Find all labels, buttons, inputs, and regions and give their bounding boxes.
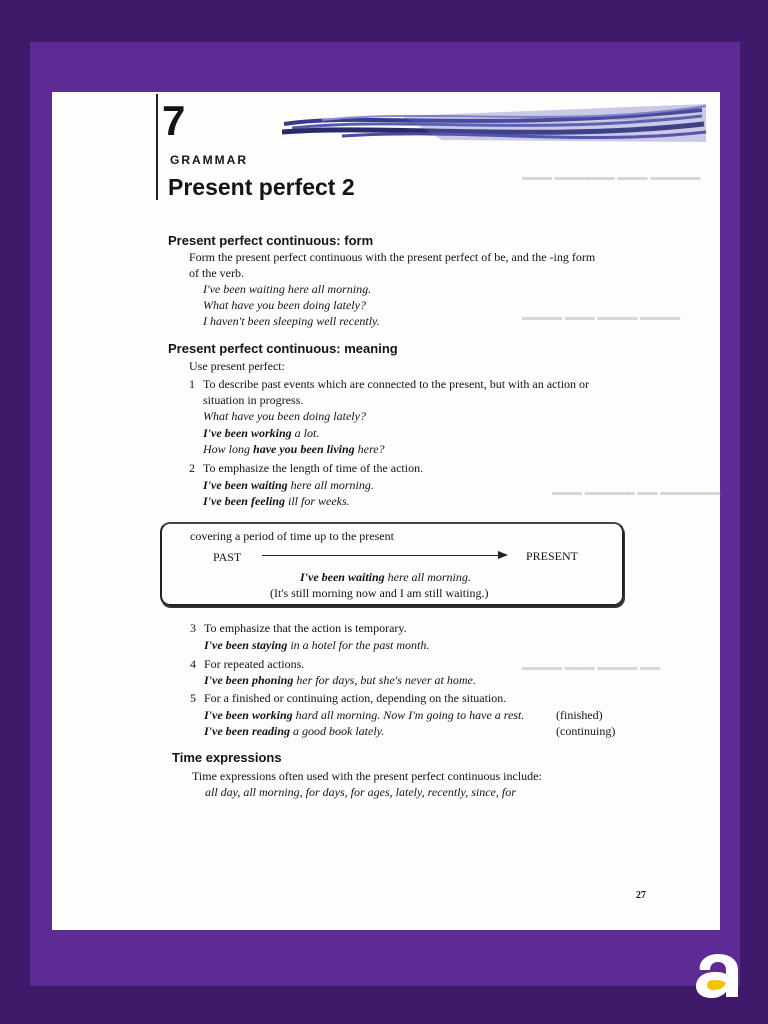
time-expressions-list: all day, all morning, for days, for ages, lately, recently, since, for [205, 785, 516, 799]
form-text-line-1: Form the present perfect continuous with the present perfect of be, and the -ing form [189, 250, 596, 264]
form-heading: Present perfect continuous: form [168, 233, 374, 248]
item-tag: (continuing) [556, 724, 616, 738]
form-text-line-2: of the verb. [189, 266, 244, 280]
item-example: I've been feeling ill for weeks. [203, 494, 350, 508]
timeline-past-label: PAST [213, 550, 242, 564]
bleed-through-text: ▬▬▬▬ ▬▬▬ ▬▬▬▬ ▬▬▬▬ [522, 312, 681, 323]
item-tag: (finished) [556, 708, 603, 722]
bleed-through-text: ▬▬▬▬ ▬▬▬ ▬▬▬▬ ▬▬ [522, 662, 661, 673]
timeline-caption: covering a period of time up to the present [190, 529, 394, 543]
item-number: 4 [190, 657, 196, 671]
item-example: I've been phoning her for days, but she's never at home. [204, 673, 476, 687]
item-text: For repeated actions. [204, 657, 305, 671]
item-example: What have you been doing lately? [203, 409, 366, 423]
item-text: To describe past events which are connected to the present, but with an action or [203, 377, 590, 391]
item-text: To emphasize the length of time of the action. [203, 461, 424, 475]
bleed-through-text: ▬▬▬ ▬▬▬▬▬▬ ▬▬▬ ▬▬▬▬▬ [522, 172, 701, 183]
bleed-through-text: ▬▬ ▬▬▬▬ ▬▬ ▬▬▬▬▬ ▬▬ [522, 112, 684, 123]
item-example: I've been reading a good book lately. [204, 724, 385, 738]
timeline-present-label: PRESENT [526, 549, 579, 563]
item-text: For a finished or continuing action, depending on the situation. [204, 691, 507, 705]
meaning-intro: Use present perfect: [189, 359, 285, 373]
time-expressions-heading: Time expressions [172, 750, 282, 765]
item-number: 3 [190, 621, 196, 635]
item-example: I've been working hard all morning. Now I'm going to have a rest. [204, 708, 525, 722]
item-example: I've been staying in a hotel for the past month. [204, 638, 430, 652]
meaning-heading: Present perfect continuous: meaning [168, 341, 398, 356]
chapter-number: 7 [162, 97, 186, 144]
arrow-head-icon [498, 551, 508, 559]
page-title: Present perfect 2 [168, 174, 355, 200]
form-example: I haven't been sleeping well recently. [203, 314, 380, 328]
item-number: 5 [190, 691, 196, 705]
brand-logo-a-icon [692, 948, 744, 1000]
item-example: I've been working a lot. [203, 426, 320, 440]
item-text: To emphasize that the action is temporary. [204, 621, 407, 635]
item-text: situation in progress. [203, 393, 304, 407]
timeline-note: (It's still morning now and I am still waiting.) [270, 586, 489, 600]
section-label: GRAMMAR [170, 153, 248, 167]
form-example: I've been waiting here all morning. [203, 282, 372, 296]
chapter-rule [156, 94, 158, 200]
textbook-page [52, 92, 720, 930]
timeline-arrow [262, 555, 500, 556]
page-number: 27 [636, 890, 646, 901]
timeline-example: I've been waiting here all morning. [300, 570, 471, 584]
item-example: How long have you been living here? [203, 442, 385, 456]
item-example: I've been waiting here all morning. [203, 478, 374, 492]
bleed-through-text: ▬▬▬ ▬▬▬▬▬ ▬▬ ▬▬▬▬▬▬ [552, 487, 721, 498]
item-number: 1 [189, 377, 195, 391]
item-number: 2 [189, 461, 195, 475]
form-example: What have you been doing lately? [203, 298, 366, 312]
time-expressions-text: Time expressions often used with the present perfect continuous include: [192, 769, 542, 783]
chapter-banner-graphic [282, 102, 707, 144]
